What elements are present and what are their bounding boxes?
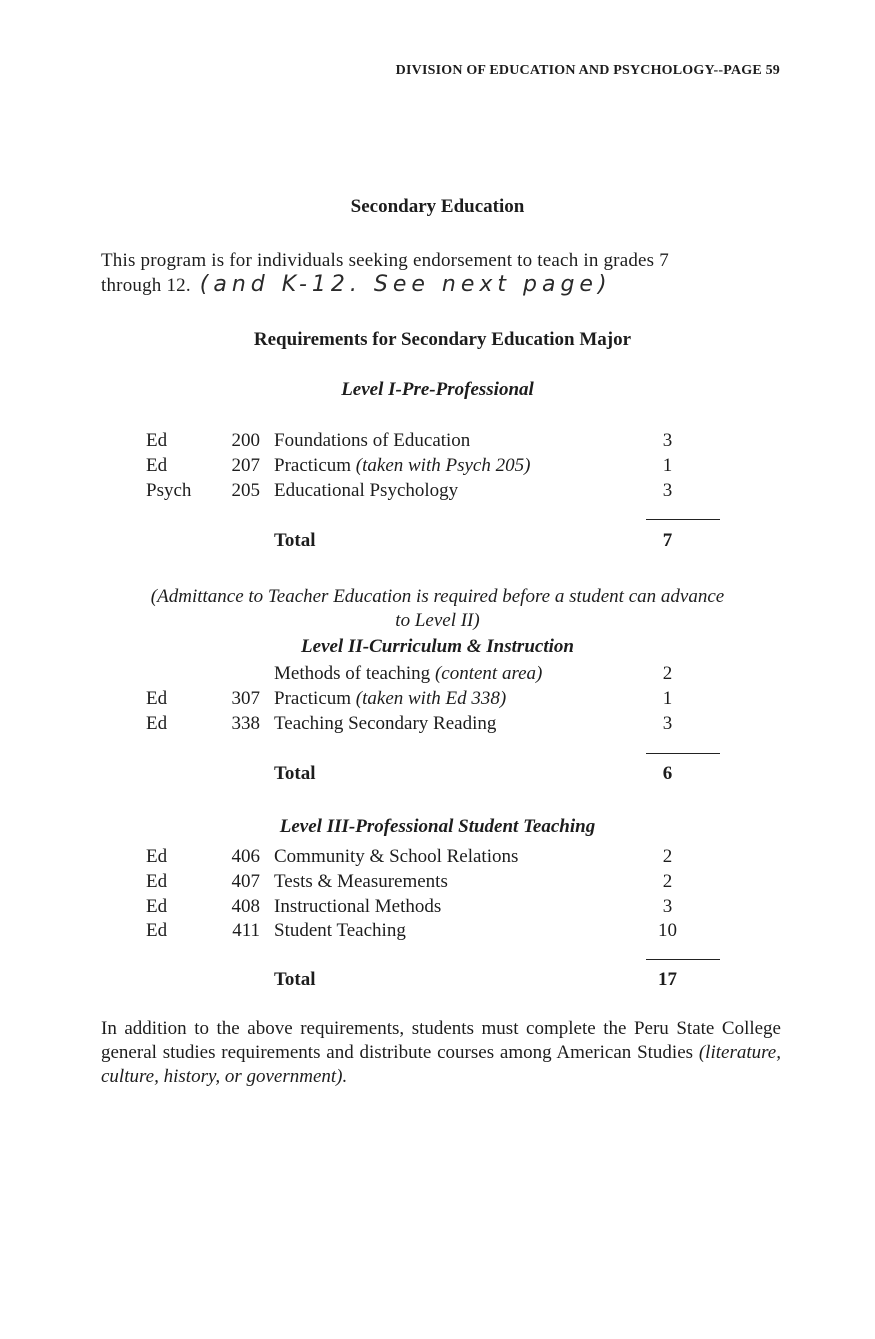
level-1-title: Level I-Pre-Professional (341, 379, 534, 400)
handwritten-annotation: (and K-12. See next page) (199, 272, 612, 297)
requirements-title: Requirements for Secondary Education Major (253, 329, 632, 350)
course-row (0, 480, 875, 504)
total-label: Total (274, 763, 316, 784)
course-row (0, 871, 875, 895)
intro-line-2-text: through 12. (101, 275, 191, 296)
level-2-title: Level II-Curriculum & Instruction (301, 636, 574, 657)
course-credits: 2 (662, 846, 673, 867)
course-row (0, 663, 875, 687)
total-label: Total (274, 530, 316, 551)
course-name (274, 480, 458, 502)
course-dept: Ed (146, 846, 168, 867)
course-dept: Ed (146, 430, 168, 451)
course-credits: 3 (662, 713, 673, 734)
course-name: Instructional Methods (274, 896, 442, 917)
course-note: (content area) (434, 663, 543, 684)
total-value: 17 (658, 969, 677, 990)
course-name (274, 455, 530, 477)
course-dept: Psych (146, 480, 192, 501)
course-number: 406 (231, 846, 260, 867)
course-number: 205 (231, 480, 260, 501)
course-name: Tests & Measurements (274, 871, 448, 892)
course-name (274, 430, 470, 452)
course-title: Foundations of Education (274, 430, 471, 451)
course-credits: 1 (662, 455, 673, 476)
course-dept: Ed (146, 896, 168, 917)
total-row (0, 763, 875, 787)
course-number: 200 (231, 430, 260, 451)
course-credits: 2 (662, 871, 673, 892)
admittance-note-line-1: (Admittance to Teacher Education is required before a student can advance (150, 586, 725, 607)
course-title: Teaching Secondary Reading (274, 713, 497, 734)
total-rule (646, 959, 720, 960)
course-row (0, 455, 875, 479)
course-row (0, 430, 875, 454)
course-dept: Ed (146, 871, 168, 892)
course-number: 207 (231, 455, 260, 476)
course-dept: Ed (146, 688, 168, 709)
closing-italic: (literature, culture, history, or government). (101, 1042, 781, 1087)
total-rule (646, 753, 720, 754)
course-credits: 3 (662, 480, 673, 501)
course-name (274, 688, 506, 710)
course-name: Student Teaching (274, 920, 406, 941)
course-number: 407 (231, 871, 260, 892)
course-title: Practicum (274, 455, 352, 476)
course-note: (taken with Ed 338) (355, 688, 507, 709)
course-number: 307 (231, 688, 260, 709)
total-value: 6 (662, 763, 673, 784)
closing-text: In addition to the above requirements, students must complete the Peru State College general studies requirements and distribute courses among American Studies (101, 1018, 781, 1063)
course-name: Community & School Relations (274, 846, 519, 867)
admittance-note-line-2: to Level II) (395, 610, 480, 631)
intro-paragraph (101, 249, 781, 298)
closing-paragraph (101, 1017, 781, 1089)
course-credits: 3 (662, 896, 673, 917)
course-dept: Ed (146, 713, 168, 734)
intro-line-1: This program is for individuals seeking endorsement to teach in grades 7 (101, 250, 669, 271)
course-name (274, 713, 496, 735)
total-value: 7 (662, 530, 673, 551)
course-dept: Ed (146, 455, 168, 476)
total-label: Total (274, 969, 316, 990)
total-row (0, 969, 875, 993)
intro-line-2 (101, 273, 781, 298)
course-credits: 10 (658, 920, 677, 941)
course-name (274, 663, 542, 685)
total-row (0, 530, 875, 554)
course-number: 408 (231, 896, 260, 917)
course-row (0, 920, 875, 944)
course-number: 338 (231, 713, 260, 734)
course-row (0, 713, 875, 737)
course-row (0, 846, 875, 870)
course-credits: 1 (662, 688, 673, 709)
page-header: DIVISION OF EDUCATION AND PSYCHOLOGY--PAGE 59 (395, 63, 780, 78)
level-3-title: Level III-Professional Student Teaching (279, 816, 596, 837)
admittance-note (95, 585, 780, 633)
course-row (0, 896, 875, 920)
course-number: 411 (232, 920, 260, 941)
total-rule (646, 519, 720, 520)
course-title: Methods of teaching (274, 663, 431, 684)
course-note: (taken with Psych 205) (355, 455, 531, 476)
section-title: Secondary Education (350, 196, 525, 217)
course-title: Practicum (274, 688, 352, 709)
course-row (0, 688, 875, 712)
course-credits: 3 (662, 430, 673, 451)
course-title: Educational Psychology (274, 480, 459, 501)
course-credits: 2 (662, 663, 673, 684)
course-dept: Ed (146, 920, 168, 941)
